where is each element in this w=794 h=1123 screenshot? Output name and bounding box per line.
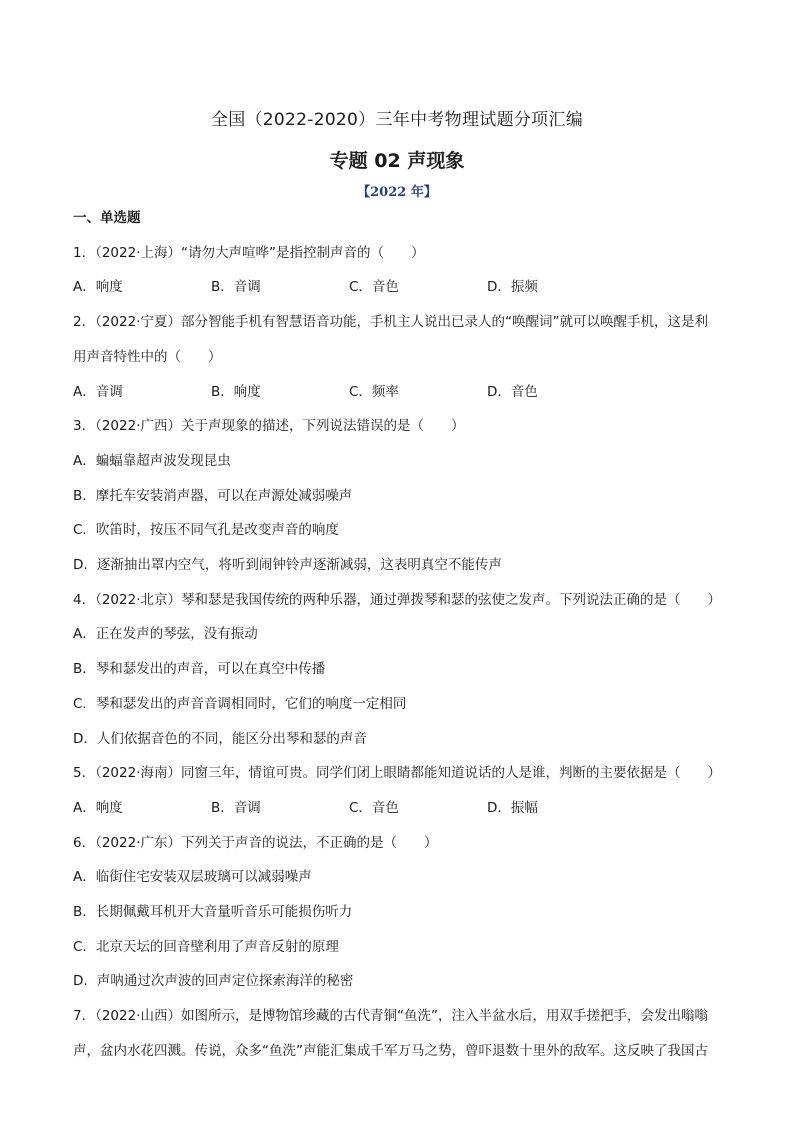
option-b: B．响度 — [211, 383, 261, 400]
question-3-option-d: D．逐渐抽出罩内空气，将听到闹钟铃声逐渐减弱，这表明真空不能传声 — [73, 557, 502, 574]
question-7-stem-line-2: 声，盆内水花四溅。传说，众多“鱼洗”声能汇集成千军万马之势，曾吓退数十里外的敌军。这反映了我国古 — [73, 1042, 708, 1059]
option-c: C．音色 — [349, 279, 399, 296]
option-a: A．音调 — [73, 383, 123, 400]
question-4-option-d: D．人们依据音色的不同，能区分出琴和瑟的声音 — [73, 730, 367, 747]
option-d: D．振幅 — [487, 799, 538, 816]
question-6-option-d: D．声呐通过次声波的回声定位探索海洋的秘密 — [73, 973, 354, 990]
document-title: 全国（2022-2020）三年中考物理试题分项汇编 — [210, 110, 584, 130]
option-d: D．振频 — [487, 279, 538, 296]
option-a: A．响度 — [73, 799, 123, 816]
question-5-stem: 5．（2022·海南）同窗三年，情谊可贵。同学们闭上眼睛都能知道说话的人是谁，判断的主要依据是（ ） — [73, 765, 721, 782]
year-tag: 【2022 年】 — [357, 185, 437, 200]
question-7-stem-line-1: 7．（2022·山西）如图所示，是博物馆珍藏的古代青铜“鱼洗”，注入半盆水后，用双手搓把手，会发出嗡嗡 — [73, 1008, 708, 1025]
question-3-option-c: C．吹笛时，按压不同气孔是改变声音的响度 — [73, 522, 339, 539]
question-2-stem-line-1: 2．（2022·宁夏）部分智能手机有智慧语音功能，手机主人说出已录人的“唤醒词”就可以唤醒手机，这是利 — [73, 314, 708, 331]
question-4-stem: 4．（2022·北京）琴和瑟是我国传统的两种乐器，通过弹拨琴和瑟的弦使之发声。下列说法正确的是（ ） — [73, 591, 721, 608]
option-c: C．频率 — [349, 383, 399, 400]
option-a: A．响度 — [73, 279, 123, 296]
question-5-options — [73, 791, 728, 826]
question-6-option-a: A．临街住宅安装双层玻璃可以减弱噪声 — [73, 869, 312, 886]
question-6-stem: 6．（2022·广东）下列关于声音的说法，不正确的是（ ） — [73, 834, 438, 851]
question-4-option-a: A．正在发声的琴弦，没有振动 — [73, 626, 258, 643]
question-3-option-b: B．摩托车安装消声器，可以在声源处减弱噪声 — [73, 487, 353, 504]
question-2-stem-line-2: 用声音特性中的（ ） — [73, 348, 222, 365]
option-b: B．音调 — [211, 799, 261, 816]
question-3-option-a: A．蝙蝠靠超声波发现昆虫 — [73, 452, 231, 469]
option-c: C．音色 — [349, 799, 399, 816]
question-2-options — [73, 375, 728, 410]
question-6-option-b: B．长期佩戴耳机开大音量听音乐可能损伤听力 — [73, 904, 353, 921]
question-1-stem: 1．（2022·上海）“请勿大声喧哗”是指控制声音的（ ） — [73, 244, 425, 261]
question-list — [73, 201, 728, 1069]
question-4-option-c: C．琴和瑟发出的声音音调相同时，它们的响度一定相同 — [73, 695, 407, 712]
question-6-option-c: C．北京天坛的回音壁利用了声音反射的原理 — [73, 938, 339, 955]
question-3-stem: 3．（2022·广西）关于声现象的描述，下列说法错误的是（ ） — [73, 418, 465, 435]
option-d: D．音色 — [487, 383, 538, 400]
topic-title: 专题 02 声现象 — [329, 150, 465, 172]
option-b: B．音调 — [211, 279, 261, 296]
section-heading: 一、单选题 — [73, 210, 141, 226]
question-4-option-b: B．琴和瑟发出的声音，可以在真空中传播 — [73, 661, 326, 678]
question-1-options — [73, 270, 728, 305]
